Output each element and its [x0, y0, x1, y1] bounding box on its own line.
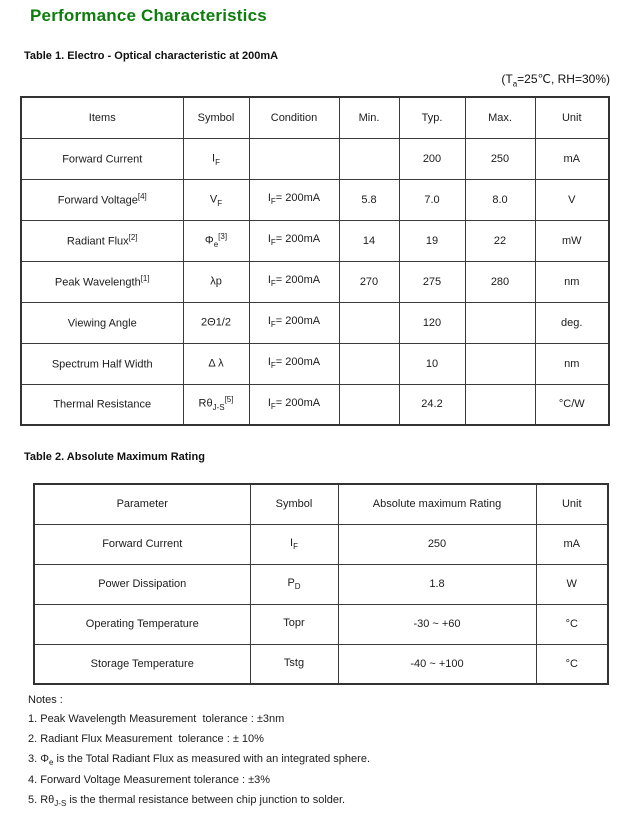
cell-max [465, 343, 535, 384]
cell-parameter: Storage Temperature [34, 644, 250, 684]
cell-unit: V [535, 179, 609, 220]
notes-title: Notes : [28, 694, 63, 706]
cell-item: Forward Current [21, 138, 183, 179]
table-row-viewing-angle [21, 302, 609, 343]
col-condition: Condition [249, 97, 339, 138]
cell-symbol: Topr [250, 604, 338, 644]
cell-condition: $I_F= 200mA$ [249, 220, 339, 261]
table-row-power-dissipation [34, 564, 608, 604]
note-4: 4. Forward Voltage Measurement tolerance : ±3% [28, 773, 271, 786]
cell-typ: 24.2 [399, 384, 465, 425]
cell-max [465, 384, 535, 425]
cell-min: 14 [339, 220, 399, 261]
cell-symbol: λp [183, 261, 249, 302]
electro-optical-table [20, 96, 610, 426]
cell-max: 8.0 [465, 179, 535, 220]
cell-typ: 275 [399, 261, 465, 302]
cell-rating: -30 ~ +60 [338, 604, 536, 644]
col-items: Items [21, 97, 183, 138]
cell-typ: 10 [399, 343, 465, 384]
cell-unit: mW [535, 220, 609, 261]
cell-item: Spectrum Half Width [21, 343, 183, 384]
cell-parameter: Forward Current [34, 524, 250, 564]
table-row-forward-voltage [21, 179, 609, 220]
absolute-maximum-rating-table [33, 483, 609, 685]
cell-item: Peak Wavelength[1] [21, 261, 183, 302]
cell-typ: 120 [399, 302, 465, 343]
cell-max: 250 [465, 138, 535, 179]
cell-symbol: $I_F$ [250, 524, 338, 564]
cell-condition: $I_F= 200mA$ [249, 343, 339, 384]
note-2: 2. Radiant Flux Measurement tolerance : ± 10% [28, 733, 264, 746]
col-symbol: Symbol [250, 484, 338, 524]
table-row-thermal-resistance [21, 384, 609, 425]
cell-unit: nm [535, 343, 609, 384]
col-abs-max-rating: Absolute maximum Rating [338, 484, 536, 524]
cell-symbol: $\Phi_e[3]$ [183, 220, 249, 261]
cell-symbol: 2Θ1/2 [183, 302, 249, 343]
cell-condition: $I_F= 200mA$ [249, 302, 339, 343]
col-symbol: Symbol [183, 97, 249, 138]
table-row-peak-wavelength [21, 261, 609, 302]
cell-min: 5.8 [339, 179, 399, 220]
note-3: 3. $\Phi_e$ is the Total Radiant Flux as measured with an integrated sphere. [28, 753, 370, 768]
cell-item: Viewing Angle [21, 302, 183, 343]
cell-symbol: Δ λ [183, 343, 249, 384]
cell-typ: 19 [399, 220, 465, 261]
table-row-storage-temperature [34, 644, 608, 684]
cell-unit: deg. [535, 302, 609, 343]
cell-min [339, 138, 399, 179]
cell-max [465, 302, 535, 343]
page-title: Performance Characteristics [30, 6, 267, 25]
cell-rating: -40 ~ +100 [338, 644, 536, 684]
table1-test-conditions: ($T_a=25℃$, RH=30%) [501, 72, 610, 89]
cell-condition [249, 138, 339, 179]
cell-unit: nm [535, 261, 609, 302]
cell-typ: 200 [399, 138, 465, 179]
cell-typ: 7.0 [399, 179, 465, 220]
table2-caption: Table 2. Absolute Maximum Rating [24, 451, 205, 463]
col-max: Max. [465, 97, 535, 138]
table-row-forward-current [21, 138, 609, 179]
table-row-spectrum-half-width [21, 343, 609, 384]
cell-parameter: Power Dissipation [34, 564, 250, 604]
cell-min [339, 343, 399, 384]
table1-caption: Table 1. Electro - Optical characteristic at 200mA [24, 50, 279, 62]
cell-rating: 250 [338, 524, 536, 564]
notes-section [28, 694, 370, 814]
cell-item: Radiant Flux[2] [21, 220, 183, 261]
cell-symbol: $V_F$ [183, 179, 249, 220]
cell-unit: mA [536, 524, 608, 564]
col-parameter: Parameter [34, 484, 250, 524]
cell-symbol: $P_D$ [250, 564, 338, 604]
table-row-operating-temperature [34, 604, 608, 644]
cell-symbol: $R\theta_{J-S}[5]$ [183, 384, 249, 425]
cell-min [339, 302, 399, 343]
cell-parameter: Operating Temperature [34, 604, 250, 644]
table1-header-row [21, 97, 609, 138]
cell-unit: W [536, 564, 608, 604]
table2-header-row [34, 484, 608, 524]
cell-condition: $I_F= 200mA$ [249, 261, 339, 302]
note-5: 5. $R\theta_{J-S}$ is the thermal resistance between chip junction to solder. [28, 793, 346, 808]
cell-condition: $I_F= 200mA$ [249, 384, 339, 425]
cell-unit: °C/W [535, 384, 609, 425]
cell-max: 280 [465, 261, 535, 302]
cell-max: 22 [465, 220, 535, 261]
cell-condition: $I_F= 200mA$ [249, 179, 339, 220]
cell-min: 270 [339, 261, 399, 302]
cell-unit: mA [535, 138, 609, 179]
col-min: Min. [339, 97, 399, 138]
cell-unit: °C [536, 644, 608, 684]
cell-unit: °C [536, 604, 608, 644]
col-unit: Unit [535, 97, 609, 138]
table-row-forward-current-max [34, 524, 608, 564]
cell-min [339, 384, 399, 425]
cell-item: Thermal Resistance [21, 384, 183, 425]
note-1: 1. Peak Wavelength Measurement tolerance : ±3nm [28, 713, 285, 725]
cell-symbol: Tstg [250, 644, 338, 684]
col-unit: Unit [536, 484, 608, 524]
cell-item: Forward Voltage[4] [21, 179, 183, 220]
table-row-radiant-flux [21, 220, 609, 261]
cell-rating: 1.8 [338, 564, 536, 604]
col-typ: Typ. [399, 97, 465, 138]
cell-symbol: $I_F$ [183, 138, 249, 179]
